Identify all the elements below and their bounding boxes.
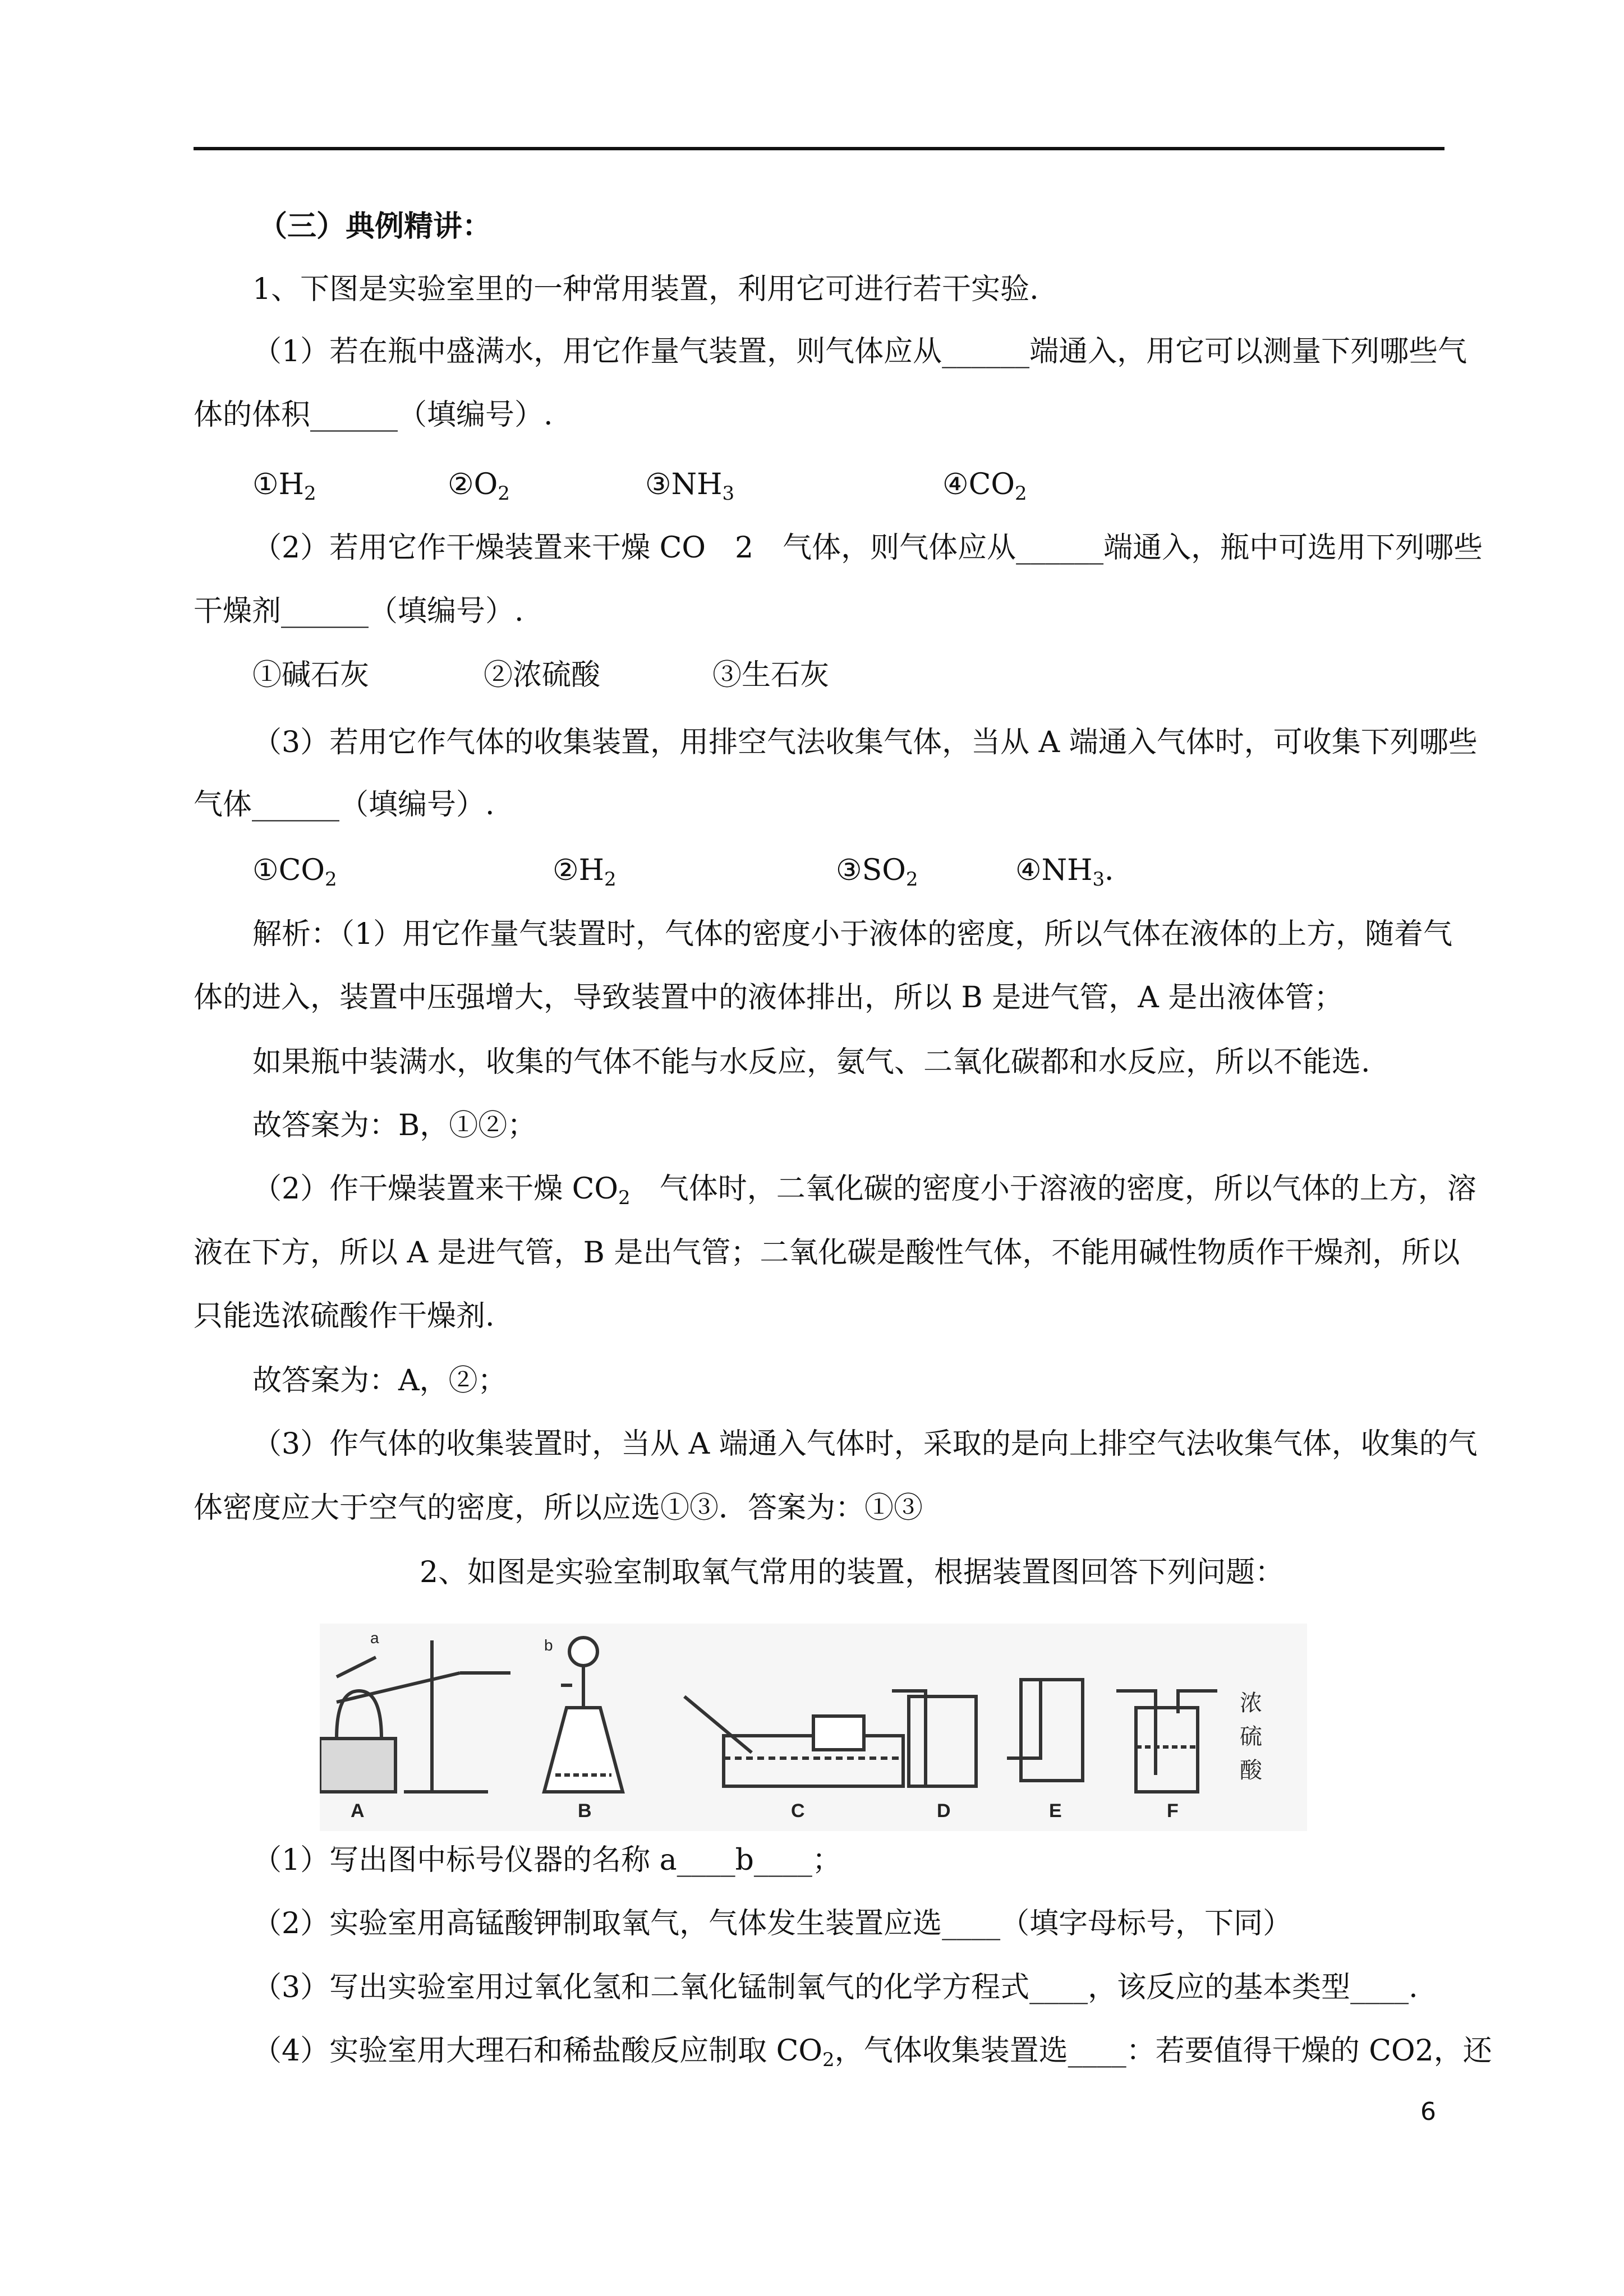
q1-p1-option-1: $①H_2$: [252, 468, 316, 505]
figure-label-a: A: [351, 1800, 365, 1822]
q1-p2-option-3: ③生石灰: [712, 658, 830, 692]
q1-p2-line2: 干燥剂______（填编号）.: [194, 594, 524, 628]
q1-p3-line1: （3）若用它作气体的收集装置，用排空气法收集气体，当从 A 端通入气体时，可收集下列哪些: [252, 726, 1478, 759]
q1-analysis-3-line1: （3）作气体的收集装置时，当从 A 端通入气体时，采取的是向上排空气法收集气体，收集的气: [252, 1427, 1478, 1461]
acid-label-1: 浓: [1240, 1690, 1262, 1716]
q1-p1-line1: （1）若在瓶中盛满水，用它作量气装置，则气体应从______端通入，用它可以测量下列哪些气: [252, 335, 1467, 368]
apparatus-figure: [320, 1624, 1307, 1831]
figure-label-f: F: [1167, 1800, 1179, 1822]
q2-sub-2: （2）实验室用高锰酸钾制取氧气，气体发生装置应选____（填字母标号，下同）: [252, 1907, 1292, 1940]
q1-p2-line1: （2）若用它作干燥装置来干燥 CO 2 气体，则气体应从______端通入，瓶中可选用下列哪些: [252, 531, 1483, 565]
figure-marker-b: b: [544, 1636, 553, 1654]
q1-analysis-2-line3: 只能选浓硫酸作干燥剂.: [194, 1299, 495, 1333]
q1-p3-option-1: $①CO_2$: [252, 854, 337, 891]
q1-analysis-line2: 体的进入，装置中压强增大，导致装置中的液体排出，所以 B 是进气管，A 是出液体管；: [194, 981, 1344, 1015]
figure-label-e: E: [1049, 1800, 1062, 1822]
q1-intro: 1、下图是实验室里的一种常用装置，利用它可进行若干实验.: [252, 273, 1039, 306]
q2-sub-3: （3）写出实验室用过氧化氢和二氧化锰制氧气的化学方程式____，该反应的基本类型____.: [252, 1971, 1418, 2004]
acid-label-2: 硫: [1240, 1724, 1262, 1750]
q1-analysis-2-line2: 液在下方，所以 A 是进气管，B 是出气管；二氧化碳是酸性气体，不能用碱性物质作干燥剂，所以: [194, 1236, 1460, 1270]
q1-p3-option-4: $④NH_3$．: [1015, 854, 1134, 891]
q1-p1-option-4: $④CO_2$: [942, 468, 1027, 505]
figure-label-b: B: [578, 1800, 592, 1822]
q2-sub-1: （1）写出图中标号仪器的名称 a____b____；: [252, 1843, 841, 1877]
q2-intro: 2、如图是实验室制取氧气常用的装置，根据装置图回答下列问题：: [420, 1556, 1285, 1589]
figure-marker-a: a: [370, 1629, 379, 1647]
q1-p1-line2: 体的体积______（填编号）.: [194, 398, 553, 432]
q1-p2-option-2: ②浓硫酸: [484, 658, 601, 692]
q1-p3-option-3: $③SO_2$: [836, 854, 918, 891]
q1-answer-1: 故答案为：B，①②；: [252, 1109, 537, 1142]
q1-p3-option-2: $②H_2$: [553, 854, 617, 891]
q1-analysis-line3: 如果瓶中装满水，收集的气体不能与水反应，氨气、二氧化碳都和水反应，所以不能选.: [252, 1045, 1370, 1079]
q1-analysis-3-line2: 体密度应大于空气的密度，所以应选①③．答案为：①③: [194, 1491, 923, 1525]
q1-p1-option-2: $②O_2$: [448, 468, 510, 505]
q1-p1-option-3: $③NH_3$: [645, 468, 735, 505]
header-rule: [194, 147, 1444, 150]
page-number: 6: [1420, 2097, 1436, 2126]
q1-answer-2: 故答案为：A，②；: [252, 1364, 507, 1398]
figure-label-c: C: [791, 1800, 805, 1822]
q1-analysis-2-line1: （2）作干燥装置来干燥 $CO_2$ 气体时，二氧化碳的密度小于溶液的密度，所以气体的上方，溶: [252, 1172, 1476, 1209]
figure-label-d: D: [937, 1800, 951, 1822]
q1-p3-line2: 气体______（填编号）.: [194, 788, 495, 822]
q1-p2-option-1: ①碱石灰: [252, 658, 370, 692]
acid-label-3: 酸: [1240, 1758, 1262, 1783]
q1-analysis-line1: 解析：（1）用它作量气装置时，气体的密度小于液体的密度，所以气体在液体的上方，随着气: [252, 918, 1453, 951]
q2-sub-4: （4）实验室用大理石和稀盐酸反应制取 $CO_2$，气体收集装置选____：若要值得干燥的 CO2，还: [252, 2034, 1492, 2071]
section-title: （三）典例精讲：: [258, 209, 492, 243]
